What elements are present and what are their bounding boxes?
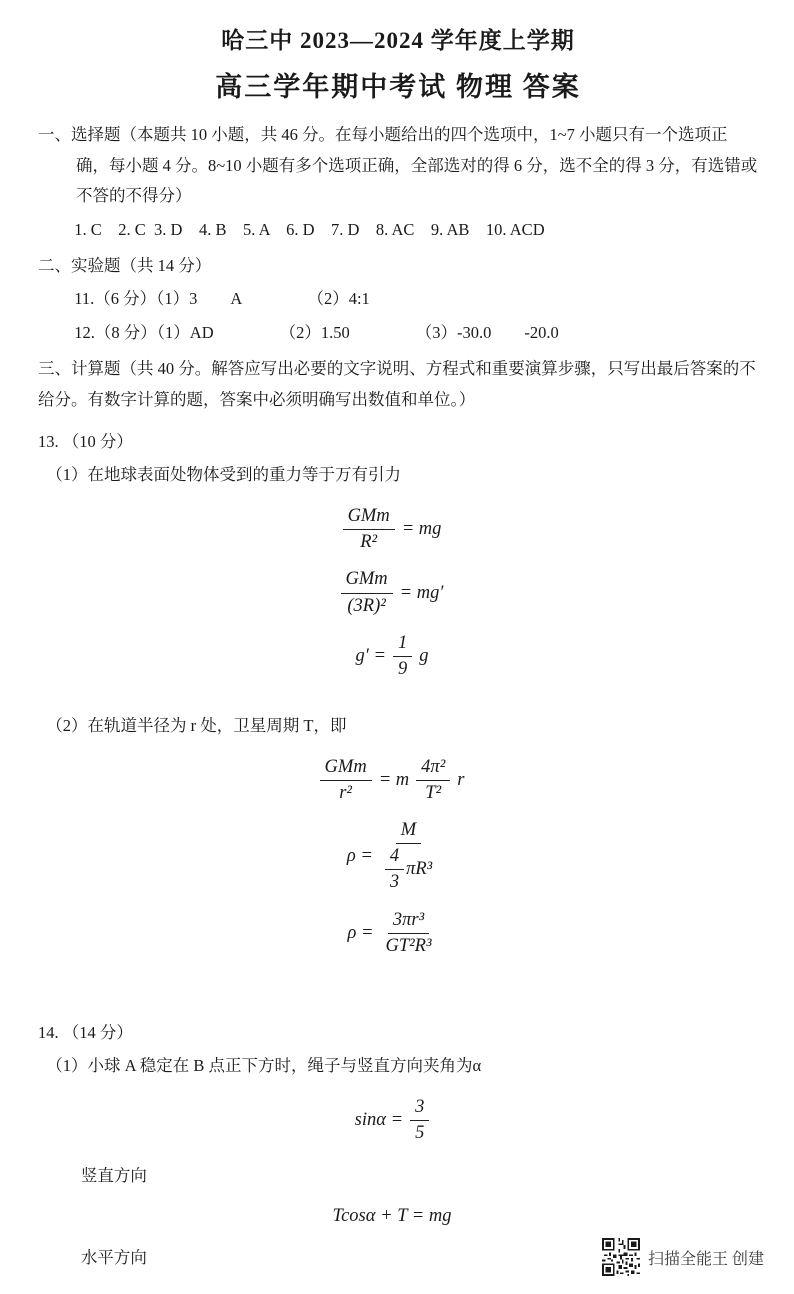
q11-answer: 11.（6 分）（1）3 A （2）4:1 (74, 289, 370, 309)
fraction (341, 568, 393, 617)
q14-horizontal-direction-label: 水平方向 (80, 1248, 147, 1267)
document-title-line2: 高三学年期中考试 物理 答案 (215, 72, 581, 102)
fraction-denominator: T² (425, 783, 442, 803)
section-experiment-heading: 二、实验题（共 14 分） (38, 255, 212, 275)
fraction-denominator: GT²R³ (385, 935, 432, 956)
document-title-line1: 哈三中 2023—2024 学年度上学期 (221, 28, 575, 53)
q14-part1-label: （1）小球 A 稳定在 B 点正下方时，绳子与竖直方向夹角为α (46, 1055, 482, 1075)
spacer (38, 972, 758, 1006)
formula-text: Tcosα + T = mg (332, 1206, 452, 1226)
qr-code-icon (602, 1238, 640, 1276)
q12-answer: 12.（8 分）（1）AD （2）1.50 （3）-30.0 -20.0 (74, 322, 559, 342)
fraction-denominator: r² (339, 783, 352, 803)
fraction-numerator: M (396, 819, 421, 844)
fraction-denominator: 5 (415, 1122, 425, 1143)
formula-lhs: ρ = (346, 846, 373, 867)
q13-formula-g-prime (32, 632, 752, 681)
fraction (393, 632, 412, 681)
q13-formula-surface-gravity (32, 505, 752, 554)
fraction (410, 1096, 429, 1145)
fraction-denominator: (3R)² (347, 595, 386, 616)
fraction (380, 819, 437, 894)
fraction-numerator: 4π² (416, 756, 450, 781)
fraction-denominator: R² (360, 532, 378, 553)
q13-formula-density-result (32, 909, 752, 958)
fraction-numerator: GMm (343, 505, 395, 530)
denominator-suffix: πR³ (406, 859, 433, 880)
q13-formula-3r-gravity (32, 568, 752, 617)
fraction-numerator: 3 (410, 1096, 429, 1121)
fraction (343, 505, 395, 554)
fraction (416, 756, 450, 805)
q13-label: 13. （10 分） (38, 432, 133, 452)
fraction-numerator: GMm (341, 568, 393, 593)
fraction-numerator: GMm (320, 756, 372, 781)
q13-part2-label: （2）在轨道半径为 r 处，卫星周期 T，即 (46, 715, 347, 735)
q14-label: 14. （14 分） (38, 1022, 133, 1042)
q13-formula-density (32, 819, 752, 894)
fraction-denominator: 3 (389, 872, 400, 893)
q13-part1-label: （1）在地球表面处物体受到的重力等于万有引力 (46, 465, 401, 485)
q14-formula-sin (32, 1096, 752, 1145)
formula-rhs: = mg′ (399, 582, 444, 603)
fraction-numerator: 3πr³ (388, 909, 429, 934)
q14-formula-vertical (32, 1206, 752, 1227)
fraction-numerator: 1 (393, 632, 412, 657)
formula-mid: = m (378, 770, 410, 790)
q14-vertical-direction-label: 竖直方向 (80, 1166, 147, 1185)
fraction (320, 756, 372, 805)
section-choice-heading: 一、选择题（本题共 10 小题，共 46 分。在每小题给出的四个选项中，1~7 小题只有一个选项正确，每小题 4 分。8~10 小题有多个选项正确，全部选对的得 6 分，选不全的得 3 分，有选错或不答的不得分） (38, 125, 758, 206)
scanner-credit-text: 扫描全能王 创建 (647, 1250, 764, 1268)
fraction-numerator: 4 (385, 845, 404, 870)
formula-rhs: g (419, 645, 429, 666)
formula-lhs: g′ = (355, 645, 386, 666)
formula-lhs: ρ = (347, 922, 374, 943)
formula-rhs: r (457, 770, 465, 790)
q13-formula-orbit (32, 756, 752, 805)
spacer (38, 695, 758, 709)
fraction (380, 909, 436, 958)
fraction-denominator (380, 844, 437, 894)
fraction-denominator: 9 (397, 658, 408, 679)
footer (602, 1238, 764, 1276)
formula-rhs: = mg (401, 519, 442, 540)
section-calc-heading: 三、计算题（共 40 分。解答应写出必要的文字说明、方程式和重要演算步骤，只写出最后答案的不给分。有数字计算的题，答案中必须明确写出数值和单位。） (38, 359, 756, 409)
nested-fraction (385, 845, 404, 894)
formula-lhs: sinα = (354, 1109, 404, 1130)
choice-answers: 1. C 2. C 3. D 4. B 5. A 6. D 7. D 8. AC 9. AB 10. ACD (74, 219, 545, 239)
